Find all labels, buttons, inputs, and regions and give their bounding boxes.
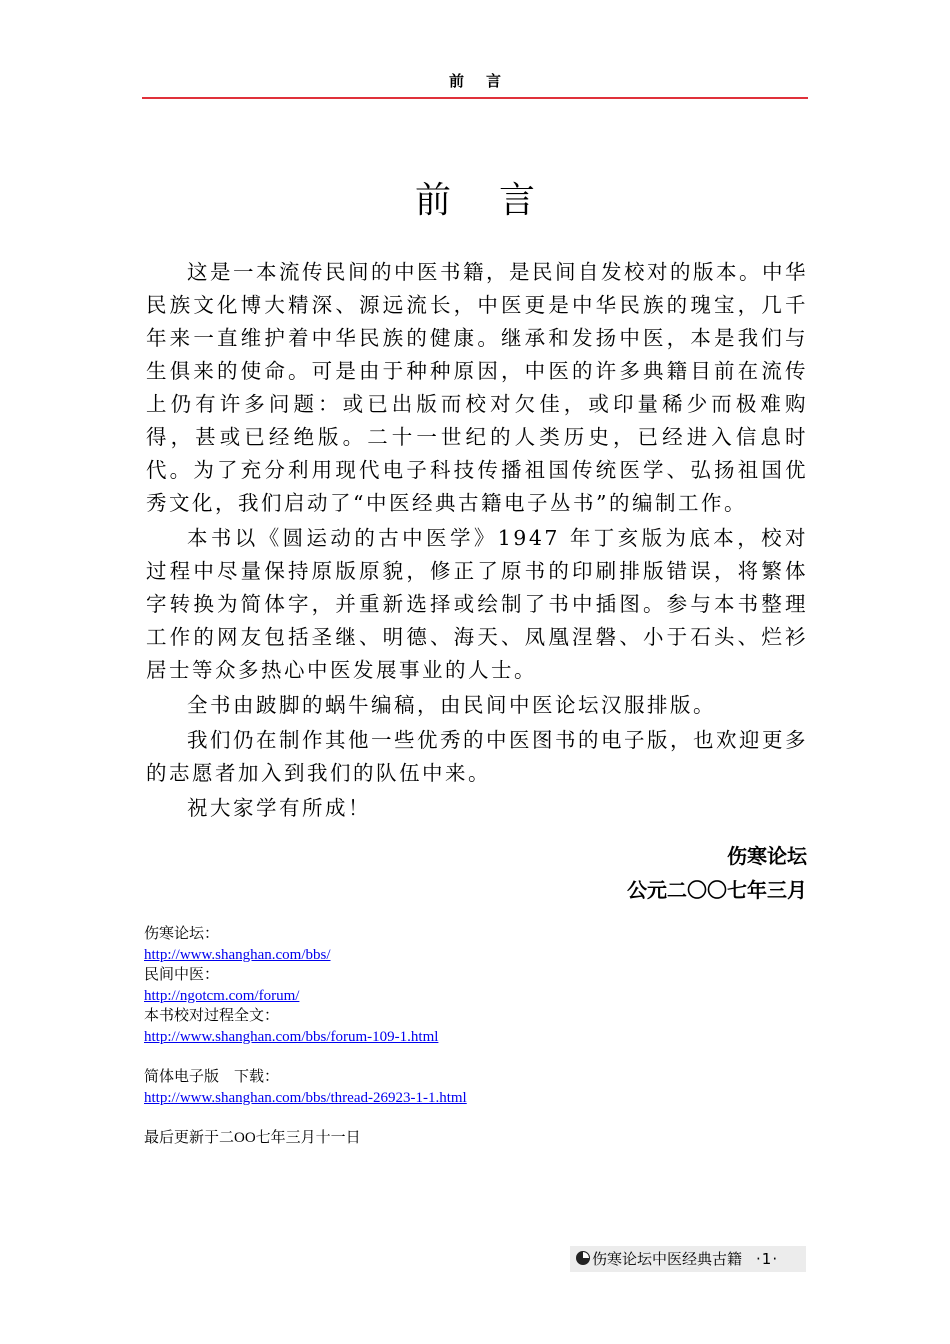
paragraph-4: 我们仍在制作其他一些优秀的中医图书的电子版，也欢迎更多的志愿者加入到我们的队伍中来。 [146, 728, 808, 785]
minjian-link[interactable]: http://ngotcm.com/forum/ [144, 987, 300, 1004]
paragraph-2: 本书以《圆运动的古中医学》1947 年丁亥版为底本，校对过程中尽量保持原版原貌，修正了原书的印刷排版错误，将繁体字转换为简体字，并重新选择或绘制了书中插图。参与本书整理工作的网友包括圣继、明德、海天、凤凰涅磐、小于石头、烂衫居士等众多热心中医发展事业的人士。 [146, 526, 808, 682]
footer-text: 伤寒论坛中医经典古籍 [592, 1250, 743, 1268]
proofread-label: 本书校对过程全文： [144, 1008, 280, 1024]
running-title: 前言 [448, 72, 523, 90]
proofread-link[interactable]: http://www.shanghan.com/bbs/forum-109-1.html [144, 1028, 439, 1045]
page-footer [570, 1246, 806, 1272]
preface-body [146, 256, 808, 825]
link-section [144, 924, 804, 1149]
header-rule [142, 97, 808, 99]
spacer [144, 1047, 804, 1067]
paragraph-5: 祝大家学有所成！ [187, 796, 371, 820]
paragraph-3: 全书由跛脚的蜗牛编稿，由民间中医论坛汉服排版。 [187, 693, 716, 717]
download-label: 简体电子版 下载： [144, 1069, 280, 1085]
minjian-label: 民间中医： [144, 967, 220, 983]
paragraph-1: 这是一本流传民间的中医书籍，是民间自发校对的版本。中华民族文化博大精深、源远流长，中医更是中华民族的瑰宝，几千年来一直维护着中华民族的健康。继承和发扬中医，本是我们与生俱来的使命。可是由于种种原因，中医的许多典籍目前在流传上仍有许多问题：或已出版而校对欠佳，或印量稀少而极难购得，甚或已经绝版。二十一世纪的人类历史，已经进入信息时代。为了充分利用现代电子科技传播祖国传统医学、弘扬祖国优秀文化，我们启动了“中医经典古籍电子丛书”的编制工作。 [146, 260, 808, 515]
download-link[interactable]: http://www.shanghan.com/bbs/thread-26923-1-1.html [144, 1089, 467, 1106]
page-title: 前言 [414, 180, 583, 221]
forum-label: 伤寒论坛： [144, 926, 220, 942]
forum-link[interactable]: http://www.shanghan.com/bbs/ [144, 946, 331, 963]
page-number: ·1· [756, 1250, 779, 1268]
signature-date: 公元二〇〇七年三月 [627, 878, 807, 902]
signature-org: 伤寒论坛 [727, 844, 807, 868]
yin-yang-icon [576, 1251, 590, 1265]
spacer [144, 1108, 804, 1128]
last-updated: 最后更新于二OO七年三月十一日 [144, 1130, 361, 1146]
